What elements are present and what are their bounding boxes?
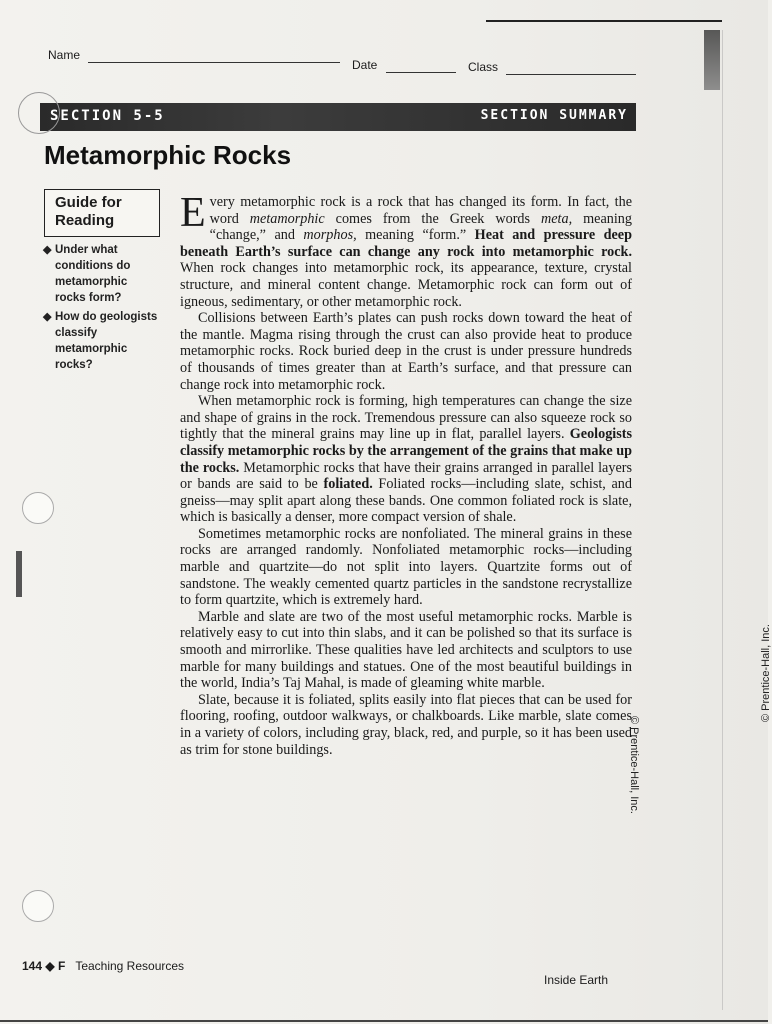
- copyright-notice: © Prentice-Hall, Inc.: [628, 716, 640, 814]
- guide-question-text: Under what conditions do metamorphic rocks form?: [55, 244, 131, 304]
- copyright-notice: © Prentice-Hall, Inc.: [760, 624, 772, 722]
- paragraph: Marble and slate are two of the most useful metamorphic rocks. Marble is relatively easy to cut into thin slabs, and it can be polished so that its surface is smooth and mirrorlike. These qualities have led architects and sculptors to use marble for many buildings and statues. One of the most beautiful buildings in the world, India’s Taj Mahal, is made of gleaming white marble.: [180, 608, 632, 692]
- scan-edge-line: [722, 30, 723, 1010]
- section-circle-icon: [18, 92, 60, 134]
- book-title: Teaching Resources: [75, 959, 185, 973]
- guide-question-text: How do geologists classify metamorphic rocks?: [55, 311, 158, 371]
- section-bar: [40, 103, 636, 131]
- summary-text: [180, 190, 632, 758]
- section-number: SECTION 5-5: [50, 108, 165, 124]
- paragraph: Slate, because it is foliated, splits easily into flat pieces that can be used for flooring, roofing, outdoor walkways, or chalkboards. Like marble, slate comes in a variety of colors, including gray, black, red, and purple, so it has been used as trim for stone buildings.: [180, 691, 632, 758]
- guide-question: [43, 309, 165, 373]
- binder-hole-icon: [22, 492, 54, 524]
- guide-title-line: Reading: [55, 212, 115, 229]
- name-label: Name: [48, 48, 81, 62]
- key-term: foliated.: [323, 476, 373, 493]
- diamond-bullet-icon: ◆: [43, 244, 52, 256]
- key-concept: Heat and pressure deep beneath Earth’s surface can change any rock into metamorphic rock.: [180, 227, 632, 260]
- page-number: 144: [22, 959, 43, 973]
- scan-artifact: [704, 30, 720, 90]
- chapter-title: Inside Earth: [544, 973, 609, 987]
- bottom-rule: [0, 1020, 768, 1022]
- class-field[interactable]: [506, 74, 636, 75]
- class-label: Class: [468, 60, 499, 74]
- unit-letter: F: [57, 959, 66, 973]
- paragraph: Collisions between Earth’s plates can push rocks down toward the heat of the mantle. Magma rising through the crust can also provide heat to produce metamorphic rocks. Rock buried deep in the crust is under pressure hundreds of thousands of times greater than at Earth’s surface, and that pressure can change rock into metamorphic rock.: [180, 310, 632, 393]
- date-label: Date: [352, 58, 378, 72]
- page-footer: [22, 959, 184, 973]
- paragraph: Every metamorphic rock is a rock that has changed its form. In fact, the word metamorphic comes from the Greek words meta, meaning “change,” and morphos, meaning “form.” Heat and pressure deep beneath Earth’s surface can change any rock into metamorphic rock. When rock changes into metamorphic rock, its appearance, texture, crystal structure, and mineral content change. Metamorphic rock can form out of igneous, sedimentary, or other metamorphic rock.: [180, 190, 632, 310]
- top-rule: [486, 20, 722, 22]
- guide-title-line: Guide for: [55, 194, 122, 211]
- page-title: Metamorphic Rocks: [44, 140, 292, 170]
- paragraph: Sometimes metamorphic rocks are nonfoliated. The mineral grains in these rocks are arranged randomly. Nonfoliated metamorphic rocks—including marble and quartzite—do not split into layers. Quartzite forms out of sandstone. The weakly cemented quartz particles in the sandstone recrystallize to form quartzite, which is extremely hard.: [180, 525, 632, 609]
- key-concept: Geologists classify metamorphic rocks by the arrangement of the grains that make up the rocks.: [180, 426, 632, 476]
- guide-question: [43, 242, 147, 306]
- binder-hole-icon: [22, 890, 54, 922]
- drop-cap: E: [180, 190, 206, 236]
- bullet-icon: ◆: [45, 959, 55, 973]
- name-field[interactable]: [88, 62, 340, 63]
- paragraph: When metamorphic rock is forming, high temperatures can change the size and shape of grains in the rock. Tremendous pressure can also squeeze rock so tightly that the mineral grains may line up in flat, parallel layers. Geologists classify metamorphic rocks by the arrangement of the grains that make up the rocks. Metamorphic rocks that have their grains arranged in parallel layers or bands are said to be foliated. Foliated rocks—including slate, schist, and gneiss—may split apart along these bands. One common foliated rock is slate, which is basically a denser, more compact version of shale.: [180, 393, 632, 526]
- diamond-bullet-icon: ◆: [43, 311, 52, 323]
- date-field[interactable]: [386, 72, 456, 73]
- guide-box: [44, 189, 160, 237]
- scan-artifact: [16, 551, 22, 597]
- guide-title: [55, 194, 155, 230]
- section-summary-label: SECTION SUMMARY: [480, 108, 628, 123]
